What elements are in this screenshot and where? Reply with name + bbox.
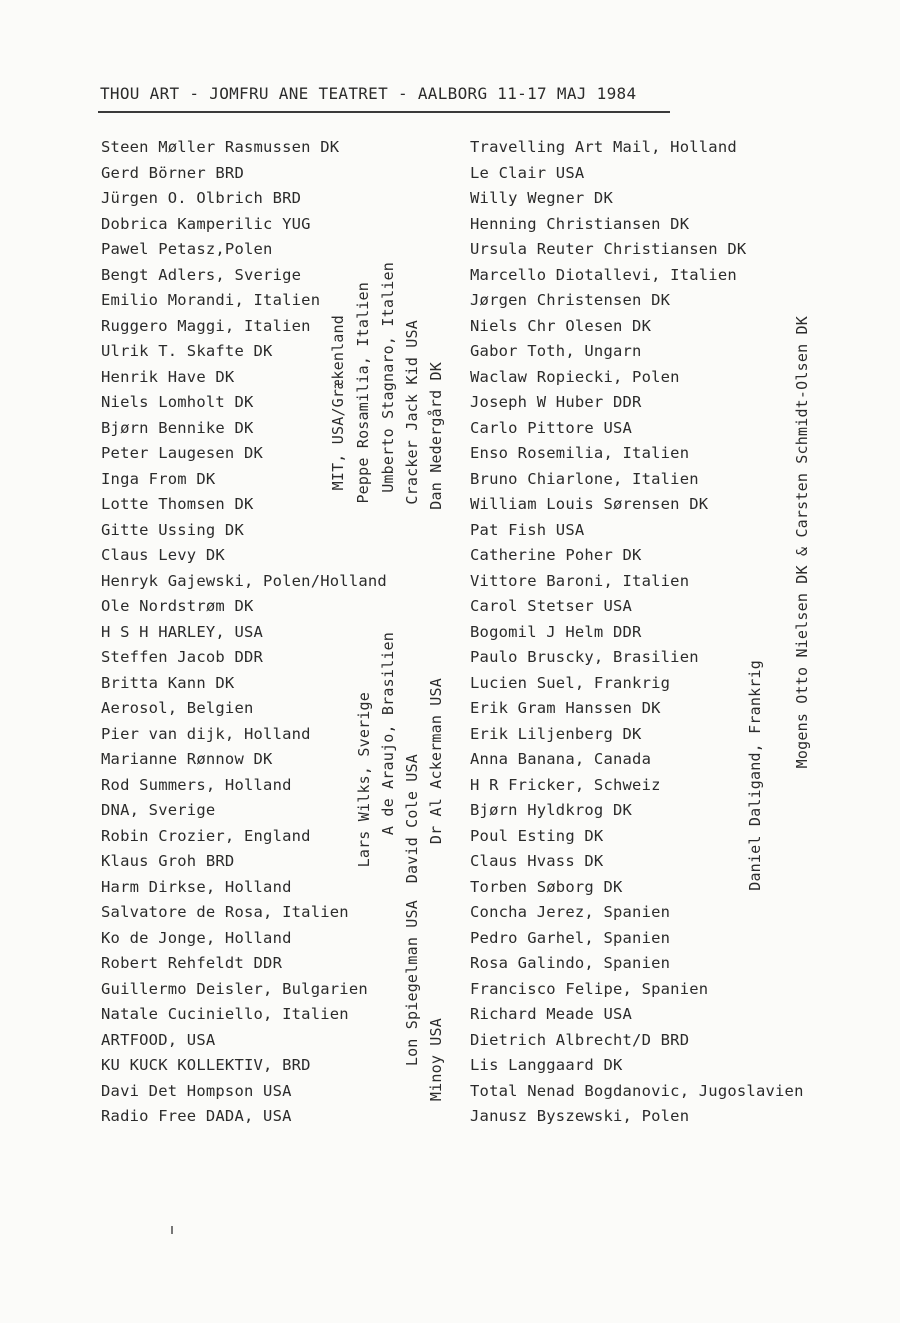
participant-name: Niels Chr Olesen DK xyxy=(470,316,652,335)
vertical-name: Cracker Jack Kid USA xyxy=(403,320,421,505)
participant-name: Pedro Garhel, Spanien xyxy=(470,928,671,947)
vertical-name: David Cole USA xyxy=(403,754,421,884)
participant-list-left xyxy=(101,135,387,1130)
participant-name: Henryk Gajewski, Polen/Holland xyxy=(101,571,387,590)
participant-name: Bjørn Hyldkrog DK xyxy=(470,801,633,819)
participant-name: Francisco Felipe, Spanien xyxy=(470,979,709,998)
participant-name: Total Nenad Bogdanovic, Jugoslavien xyxy=(470,1081,804,1100)
vertical-name: Dr Al Ackerman USA xyxy=(427,678,445,845)
title-underline xyxy=(98,111,670,113)
participant-name: Bengt Adlers, Sverige xyxy=(101,265,302,284)
vertical-name: Umberto Stagnaro, Italien xyxy=(379,262,397,493)
vertical-name: Lon Spiegelman USA xyxy=(403,900,421,1067)
participant-name: Erik Gram Hanssen DK xyxy=(470,699,661,717)
participant-name: Steen Møller Rasmussen DK xyxy=(101,138,340,156)
participant-name: Marianne Rønnow DK xyxy=(101,750,273,768)
vertical-name: Dan Nedergård DK xyxy=(427,362,445,510)
participant-name: Rod Summers, Holland xyxy=(101,775,292,794)
participant-name: Ole Nordstrøm DK xyxy=(101,597,254,615)
participant-name: Harm Dirkse, Holland xyxy=(101,877,292,896)
participant-name: Catherine Poher DK xyxy=(470,546,642,564)
vertical-name: Minoy USA xyxy=(427,1018,445,1102)
participant-name: William Louis Sørensen DK xyxy=(470,495,709,513)
participant-name: Le Clair USA xyxy=(470,163,585,182)
participant-name: H S H HARLEY, USA xyxy=(101,622,264,641)
participant-list-right xyxy=(470,135,804,1130)
participant-name: Lucien Suel, Frankrig xyxy=(470,673,671,692)
participant-name: Steffen Jacob DDR xyxy=(101,648,264,666)
participant-name: Emilio Morandi, Italien xyxy=(101,291,321,309)
participant-name: Jürgen O. Olbrich BRD xyxy=(101,189,302,207)
vertical-name: Lars Wilks, Sverige xyxy=(355,692,373,868)
participant-name: Gabor Toth, Ungarn xyxy=(470,342,642,360)
participant-name: Niels Lomholt DK xyxy=(101,393,254,411)
participant-name: Claus Hvass DK xyxy=(470,852,604,870)
participant-name: Bjørn Bennike DK xyxy=(101,418,254,437)
participant-name: Waclaw Ropiecki, Polen xyxy=(470,367,680,386)
participant-name: Pat Fish USA xyxy=(470,520,585,539)
participant-name: Gitte Ussing DK xyxy=(101,520,244,539)
participant-name: Lotte Thomsen DK xyxy=(101,495,254,513)
participant-name: Bruno Chiarlone, Italien xyxy=(470,469,699,488)
participant-name: Willy Wegner DK xyxy=(470,189,613,207)
participant-name: Robin Crozier, England xyxy=(101,826,311,845)
participant-name: Davi Det Hompson USA xyxy=(101,1081,292,1100)
page-title: THOU ART - JOMFRU ANE TEATRET - AALBORG 11-17 MAJ 1984 xyxy=(100,84,637,103)
participant-name: Marcello Diotallevi, Italien xyxy=(470,265,737,284)
participant-name: Janusz Byszewski, Polen xyxy=(470,1107,690,1125)
participant-name: Ulrik T. Skafte DK xyxy=(101,342,273,360)
participant-name: Dobrica Kamperilic YUG xyxy=(101,214,311,233)
participant-name: Bogomil J Helm DDR xyxy=(470,622,642,641)
participant-name: Dietrich Albrecht/D BRD xyxy=(470,1030,690,1049)
participant-name: Henrik Have DK xyxy=(101,367,235,386)
participant-name: Natale Cuciniello, Italien xyxy=(101,1005,349,1023)
participant-name: Richard Meade USA xyxy=(470,1005,633,1023)
participant-name: Klaus Groh BRD xyxy=(101,852,235,870)
vertical-name: Peppe Rosamilia, Italien xyxy=(354,282,372,504)
participant-name: Robert Rehfeldt DDR xyxy=(101,954,283,972)
participant-name: KU KUCK KOLLEKTIV, BRD xyxy=(101,1056,311,1074)
participant-name: Inga From DK xyxy=(101,469,216,488)
participant-name: Guillermo Deisler, Bulgarien xyxy=(101,979,368,998)
vertical-name: Daniel Daligand, Frankrig xyxy=(746,660,764,891)
participant-name: Claus Levy DK xyxy=(101,546,225,564)
participant-name: Vittore Baroni, Italien xyxy=(470,571,690,590)
participant-name: Ursula Reuter Christiansen DK xyxy=(470,240,747,258)
participant-name: Gerd Börner BRD xyxy=(101,163,244,182)
vertical-name: MIT, USA/Grækenland xyxy=(329,315,347,491)
vertical-name: Mogens Otto Nielsen DK & Carsten Schmidt-Olsen DK xyxy=(793,316,811,769)
participant-name: Britta Kann DK xyxy=(101,673,235,692)
participant-name: Lis Langgaard DK xyxy=(470,1056,623,1074)
participant-name: Radio Free DADA, USA xyxy=(101,1107,292,1125)
participant-name: Erik Liljenberg DK xyxy=(470,724,642,743)
participant-name: Pier van dijk, Holland xyxy=(101,724,311,743)
participant-name: Ruggero Maggi, Italien xyxy=(101,316,311,335)
participant-name: DNA, Sverige xyxy=(101,801,216,819)
participant-name: Salvatore de Rosa, Italien xyxy=(101,903,349,921)
participant-name: Travelling Art Mail, Holland xyxy=(470,138,737,156)
participant-name: Pawel Petasz,Polen xyxy=(101,240,273,258)
participant-name: Ko de Jonge, Holland xyxy=(101,928,292,947)
participant-name: Aerosol, Belgien xyxy=(101,699,254,717)
participant-name: Carlo Pittore USA xyxy=(470,418,633,437)
participant-name: Jørgen Christensen DK xyxy=(470,291,671,309)
participant-name: Peter Laugesen DK xyxy=(101,444,264,462)
participant-name: Anna Banana, Canada xyxy=(470,750,652,768)
participant-name: Carol Stetser USA xyxy=(470,597,633,615)
participant-name: Torben Søborg DK xyxy=(470,877,623,896)
participant-name: Paulo Bruscky, Brasilien xyxy=(470,648,699,666)
participant-name: H R Fricker, Schweiz xyxy=(470,775,661,794)
paper-speck xyxy=(171,1226,173,1234)
vertical-name: A de Araujo, Brasilien xyxy=(379,632,397,836)
participant-name: ARTFOOD, USA xyxy=(101,1030,216,1049)
participant-name: Joseph W Huber DDR xyxy=(470,393,642,411)
participant-name: Henning Christiansen DK xyxy=(470,214,690,233)
participant-name: Concha Jerez, Spanien xyxy=(470,903,671,921)
participant-name: Poul Esting DK xyxy=(470,826,604,845)
participant-name: Enso Rosemilia, Italien xyxy=(470,444,690,462)
participant-name: Rosa Galindo, Spanien xyxy=(470,954,671,972)
